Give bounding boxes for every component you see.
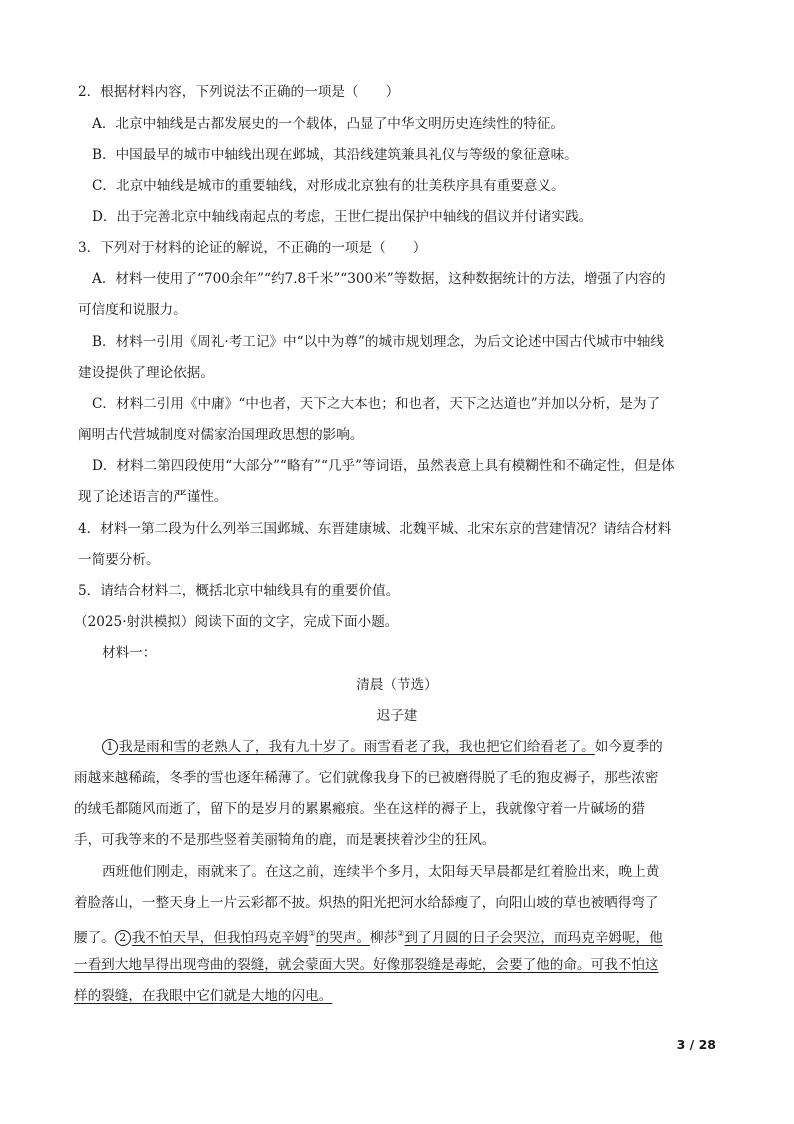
circled-number-1: 1: [102, 739, 118, 755]
paragraph-2-line5: 样的裂缝，在我眼中它们就是大地的闪电。: [74, 988, 333, 1004]
page-number: 3 / 28: [676, 1037, 716, 1052]
question-2-stem: 2．根据材料内容，下列说法不正确的一项是（ ）: [78, 84, 400, 100]
question-3-option-c-line2: 阐明古代营城制度对儒家治国理政思想的影响。: [78, 427, 364, 443]
question-2-option-b: B．中国最早的城市中轴线出现在邺城，其沿线建筑兼具礼仪与等级的象征意味。: [92, 147, 578, 163]
paragraph-2-line3-prefix: 腰了。: [74, 930, 115, 946]
question-3-option-c-line1: C．材料二引用《中庸》“中也者，天下之大本也；和也者，天下之达道也”并加以分析，是为了: [92, 396, 661, 412]
question-3-option-b-line1: B．材料一引用《周礼·考工记》中“以中为尊”的城市规划理念，为后文论述中国古代城市中轴线: [92, 334, 664, 350]
paragraph-1-rest: 如今夏季的: [594, 739, 663, 755]
reading-intro: （2025·射洪模拟）阅读下面的文字，完成下面小题。: [74, 614, 399, 630]
question-2-option-c: C．北京中轴线是城市的重要轴线，对形成北京独有的壮美秩序具有重要意义。: [92, 178, 565, 194]
paragraph-2-line4: 一看到大地旱得出现弯曲的裂缝，就会蒙面大哭。好像那裂缝是毒蛇，会要了他的命。可我不怕这: [74, 957, 659, 973]
paragraph-1-line3: 的绒毛都随风而逝了，留下的是岁月的累累瘢痕。坐在这样的褥子上，我就像守着一片碱场的猎: [74, 801, 645, 817]
paragraph-1-line2: 雨越来越稀疏，冬季的雪也逐年稀薄了。它们就像我身下的已被磨得脱了毛的狍皮褥子，那些浓密: [74, 770, 659, 786]
question-4-line2: 一简要分析。: [78, 552, 160, 568]
footnote-marker-2: ②: [397, 929, 405, 938]
underlined-sentence-2c: 到了月圆的日子会哭泣，而玛克辛姆呢，他: [404, 930, 663, 946]
paragraph-2-name: 柳莎: [370, 930, 398, 946]
article-title: 清晨（节选）: [356, 677, 438, 693]
footnote-marker-1: ①: [308, 929, 316, 938]
paragraph-1-line4: 手，可我等来的不是那些竖着美丽犄角的鹿，而是裹挟着沙尘的狂风。: [74, 832, 496, 848]
question-2-option-a: A．北京中轴线是古都发展史的一个载体，凸显了中华文明历史连续性的特征。: [92, 116, 565, 132]
question-3-option-a-line1: A．材料一使用了“700余年”“约7.8千米”“300米”等数据，这种数据统计的方法，增强了内容的: [92, 271, 666, 287]
question-2-option-d: D．出于完善北京中轴线南起点的考虑，王世仁提出保护中轴线的倡议并付诸实践。: [92, 209, 593, 225]
paragraph-2-line3: [74, 924, 663, 948]
underlined-sentence-2b: 的哭声。: [315, 930, 371, 946]
underlined-sentence-1: 我是雨和雪的老熟人了，我有九十岁了。雨雪看老了我，我也把它们给看老了。: [119, 739, 595, 755]
question-3-option-d-line1: D．材料二第四段使用“大部分”“略有”“几乎”等词语，虽然表意上具有模糊性和不确定性，但是体: [92, 458, 675, 474]
material-label: 材料一：: [102, 645, 157, 661]
question-3-option-a-line2: 可信度和说服力。: [78, 302, 187, 318]
question-5: 5．请结合材料二，概括北京中轴线具有的重要价值。: [78, 583, 400, 599]
question-4-line1: 4．材料一第二段为什么列举三国邺城、东晋建康城、北魏平城、北宋东京的营建情况？请结合材料: [78, 521, 672, 537]
question-3-stem: 3．下列对于材料的论证的解说，不正确的一项是（ ）: [78, 240, 427, 256]
paragraph-2-line1: 西班他们刚走，雨就来了。在这之前，连续半个多月，太阳每天早晨都是红着脸出来，晚上黄: [102, 864, 660, 880]
underlined-sentence-2a: 我不怕天旱，但我怕玛克辛姆: [131, 930, 309, 946]
question-3-option-b-line2: 建设提供了理论依据。: [78, 365, 214, 381]
question-3-option-d-line2: 现了论述语言的严谨性。: [78, 489, 228, 505]
article-author: 迟子建: [376, 708, 418, 724]
paragraph-1-line1: [102, 737, 663, 757]
circled-number-2: 2: [115, 930, 131, 946]
paragraph-2-line2: 着脸落山，一整天身上一片云彩都不披。炽热的阳光把河水给舔瘦了，向阳山坡的草也被晒得弯了: [74, 895, 659, 911]
